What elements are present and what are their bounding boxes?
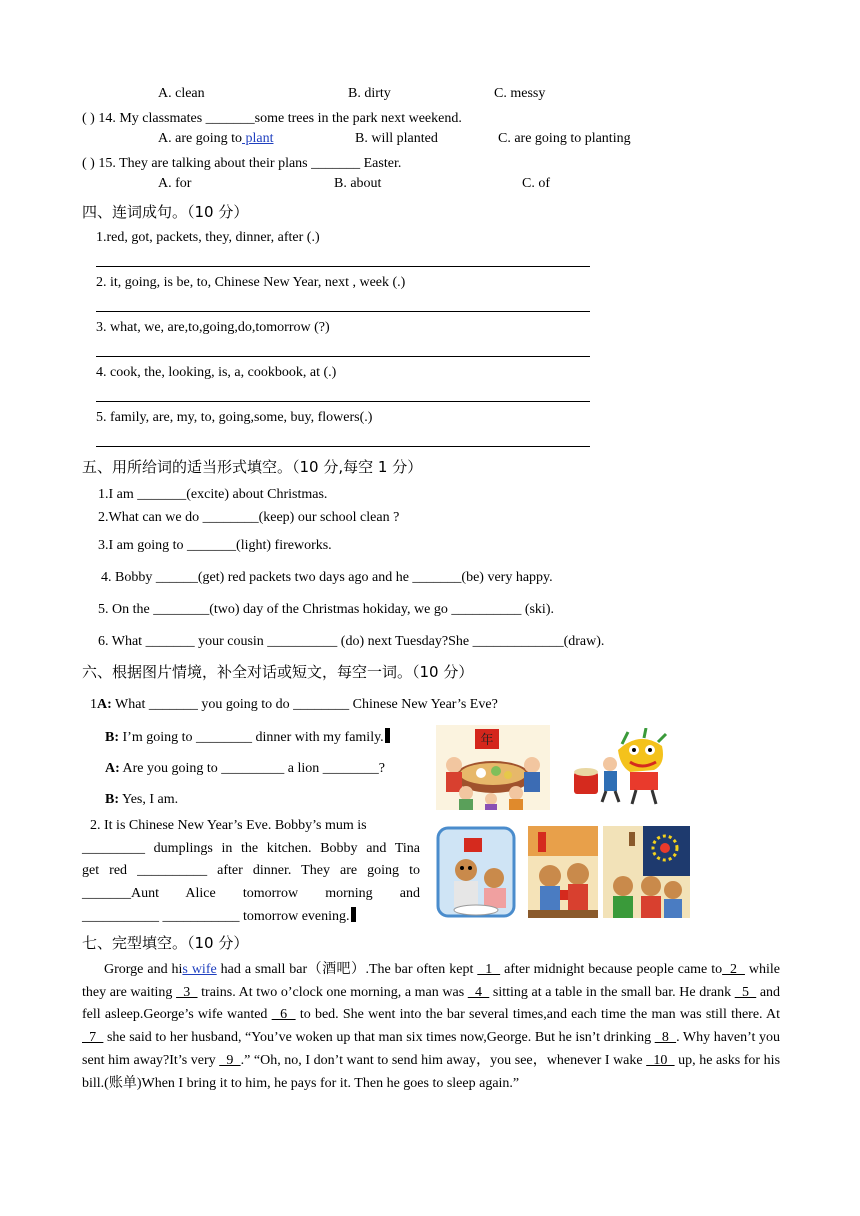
section-6-title: 六、根据图片情境，补全对话或短文，每空一词。（10 分） xyxy=(82,663,474,681)
passage2-line-5 xyxy=(82,907,356,926)
section-4-title: 四、连词成句。（10 分） xyxy=(82,203,249,221)
dialogue-number: 1 xyxy=(90,697,97,712)
dialogue-line-1 xyxy=(90,696,498,714)
speaker-b-label: B: xyxy=(105,730,119,745)
passage2-line-1: 2. It is Chinese New Year’s Eve. Bobby’s mum is xyxy=(90,818,367,833)
dialogue-text-3: Are you going to _________ a lion ________? xyxy=(119,761,385,776)
sec4-item-2: 2. it, going, is be, to, Chinese New Year, next , week (.) xyxy=(96,275,406,290)
dialogue-text-1: What _______ you going to do ________ Chinese New Year’s Eve? xyxy=(111,697,498,712)
cloze-text: she said to her husband, “You’ve woken up that man six times now,George. But he isn’t drinking xyxy=(103,1030,655,1046)
section-7-title: 七、完型填空。（10 分） xyxy=(82,934,249,952)
passage2-line-4: _______Aunt Alice tomorrow morning and xyxy=(82,886,420,901)
cloze-text: while they are waiting xyxy=(82,962,780,1000)
answer-line-2[interactable] xyxy=(96,311,590,312)
fortune-sign-text: 年 xyxy=(480,733,494,748)
q15-option-b: B. about xyxy=(334,176,382,191)
cloze-text: and fell asleep.George’s wife wanted xyxy=(82,984,781,1023)
sec5-item-4: 4. Bobby ______(get) red packets two days ago and he _______(be) very happy. xyxy=(101,570,553,585)
blank-1: 1 xyxy=(477,962,501,977)
dialogue-line-2 xyxy=(105,728,390,747)
speaker-b-label: B: xyxy=(105,792,119,807)
sec5-item-5: 5. On the ________(two) day of the Christmas hokiday, we go __________ (ski). xyxy=(98,602,554,617)
cloze-text: .” “Oh, no, I don’t want to send him away，you see，whenever I wake xyxy=(240,1052,647,1068)
cloze-text: had a small bar（酒吧）.The bar often kept xyxy=(216,962,478,977)
sec5-item-1: 1.I am _______(excite) about Christmas. xyxy=(98,487,328,502)
section-5-title: 五、用所给词的适当形式填空。（10 分,每空 1 分） xyxy=(82,458,423,476)
dialogue-line-4 xyxy=(105,791,178,809)
q15-option-a: A. for xyxy=(158,176,192,191)
wife-link[interactable]: s wife xyxy=(182,962,217,977)
sec5-item-6: 6. What _______ your cousin __________ (do) next Tuesday?She _____________(draw). xyxy=(98,634,605,649)
fireworks-image xyxy=(603,826,690,918)
dialogue-text-2: I’m going to ________ dinner with my family. xyxy=(119,730,384,745)
cloze-passage xyxy=(82,959,780,1095)
answer-line-1[interactable] xyxy=(96,266,590,267)
blank-6: 6 xyxy=(271,1007,296,1023)
sec5-item-3: 3.I am going to _______(light) fireworks. xyxy=(98,538,332,553)
answer-line-5[interactable] xyxy=(96,446,590,447)
answer-line-4[interactable] xyxy=(96,401,590,402)
q15-option-c: C. of xyxy=(522,176,550,191)
cloze-text: up, he asks for his bill.(账单)When I bring it to him, he pays for it. Then he goes to sleep again.” xyxy=(82,1052,781,1091)
sec5-item-2: 2.What can we do ________(keep) our school clean ? xyxy=(98,510,400,525)
blank-9: 9 xyxy=(219,1052,241,1068)
blank-5: 5 xyxy=(734,984,757,1000)
cloze-text: sitting at a table in the small bar. He drank xyxy=(489,984,735,1000)
plant-link[interactable]: plant xyxy=(241,131,274,146)
answer-line-3[interactable] xyxy=(96,356,590,357)
q13-option-c: C. messy xyxy=(494,86,546,101)
cloze-text: to bed. She went into the bar several times,and each time the man was still there. At xyxy=(295,1007,781,1023)
lion-dance-image xyxy=(570,728,668,806)
speaker-a-label: A: xyxy=(105,761,120,776)
q13-option-a: A. clean xyxy=(158,86,205,101)
dialogue-text-4: Yes, I am. xyxy=(119,792,179,807)
family-dinner-image xyxy=(436,725,550,810)
mum-cooking-image xyxy=(436,826,516,918)
passage2-line-2: _________ dumplings in the kitchen. Bobby and Tina xyxy=(82,841,420,856)
q14-option-c: C. are going to planting xyxy=(498,131,631,146)
q14-option-b: B. will planted xyxy=(355,131,438,146)
q13-option-b: B. dirty xyxy=(348,86,391,101)
q14-option-a xyxy=(158,130,273,148)
sec4-item-1: 1.red, got, packets, they, dinner, after (.) xyxy=(96,230,320,245)
blank-4: 4 xyxy=(467,984,490,1000)
blank-8: 8 xyxy=(654,1030,677,1046)
sec4-item-4: 4. cook, the, looking, is, a, cookbook, at (.) xyxy=(96,365,337,380)
red-packets-image xyxy=(528,826,598,918)
passage2-line-3: get red __________ after dinner. They are going to xyxy=(82,863,420,878)
text-cursor-icon xyxy=(385,728,390,743)
q14-stem: ( ) 14. My classmates _______some trees in the park next weekend. xyxy=(82,111,462,126)
q14-option-a-text: A. are going to xyxy=(158,131,242,146)
text-cursor-icon xyxy=(351,907,356,922)
passage2-line-5-text: ___________ ___________ tomorrow evening. xyxy=(82,909,350,924)
dialogue-line-3 xyxy=(105,760,385,778)
cloze-text: trains. At two o’clock one morning, a man was xyxy=(197,984,468,1000)
cloze-text: after midnight because people came to xyxy=(500,962,723,977)
speaker-a-label: A: xyxy=(97,697,112,712)
blank-7: 7 xyxy=(82,1030,104,1046)
blank-2: 2 xyxy=(722,962,745,977)
cloze-text: Grorge and hi xyxy=(104,962,183,977)
q15-stem: ( ) 15. They are talking about their plans _______ Easter. xyxy=(82,156,402,171)
blank-10: 10 xyxy=(646,1052,675,1068)
cloze-text: . Why haven’t you sent him away?It’s very xyxy=(82,1030,781,1068)
blank-3: 3 xyxy=(176,984,198,1000)
sec4-item-5: 5. family, are, my, to, going,some, buy, flowers(.) xyxy=(96,410,373,425)
sec4-item-3: 3. what, we, are,to,going,do,tomorrow (?) xyxy=(96,320,330,335)
